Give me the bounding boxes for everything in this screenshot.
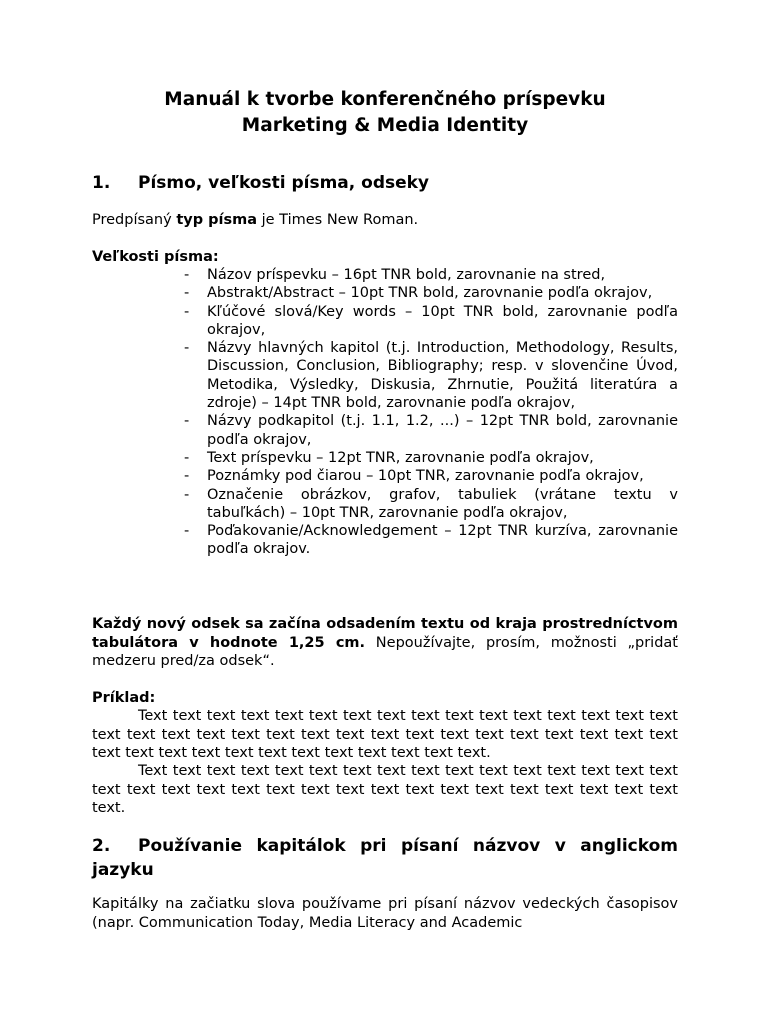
dash-bullet: - [184, 267, 190, 283]
section-2-title: Používanie kapitálok pri písaní názvov v anglickom jazyku [92, 836, 678, 880]
font-sizes-label: Veľkosti písma: [92, 249, 219, 265]
list-item-text: Poznámky pod čiarou – 10pt TNR, zarovnanie podľa okrajov, [207, 468, 644, 485]
list-item [92, 467, 678, 485]
section-2-paragraph: Kapitálky na začiatku slova používame pri písaní názvov vedeckých časopisov (napr. Communication Today, Media Literacy and Academic [92, 896, 678, 931]
dash-bullet: - [184, 285, 190, 302]
list-item [92, 412, 678, 449]
section-2-heading [92, 834, 678, 882]
list-item [92, 522, 678, 559]
list-item [92, 266, 678, 284]
list-item [92, 449, 678, 467]
dash-bullet: - [184, 523, 190, 540]
list-item [92, 486, 678, 523]
list-item-text: Poďakovanie/Acknowledgement – 12pt TNR kurzíva, zarovnanie podľa okrajov. [207, 523, 678, 558]
document-title [0, 87, 770, 139]
title-line-1: Manuál k tvorbe konferenčného príspevku [164, 89, 606, 110]
list-item-text: Abstrakt/Abstract – 10pt TNR bold, zarovnanie podľa okrajov, [207, 285, 653, 302]
font-intro-bold: typ písma [176, 212, 257, 228]
list-item [92, 339, 678, 412]
section-1-title: Písmo, veľkosti písma, odseky [138, 173, 430, 193]
example-paragraph-2: Text text text text text text text text text text text text text text text text text text text text text text text text text text text text text text text text text text. [92, 763, 678, 816]
list-item-text: Označenie obrázkov, grafov, tabuliek (vrátane textu v tabuľkách) – 10pt TNR, zarovnanie podľa okrajov, [207, 486, 678, 521]
font-sizes-list [92, 266, 678, 559]
title-line-2: Marketing & Media Identity [241, 115, 529, 136]
dash-bullet: - [184, 340, 190, 357]
list-item-text: Názov príspevku – 16pt TNR bold, zarovnanie na stred, [207, 267, 606, 283]
paragraph-rule-text: Nepoužívajte, prosím, možnosti „pridať medzeru pred/za odsek“. [92, 634, 678, 669]
font-intro-text-end: je Times New Roman. [257, 212, 419, 228]
dash-bullet: - [184, 486, 190, 503]
font-intro-text: Predpísaný [92, 212, 177, 228]
dash-bullet: - [184, 449, 190, 466]
dash-bullet: - [184, 413, 190, 430]
dash-bullet: - [184, 468, 190, 485]
example-paragraph-1: Text text text text text text text text text text text text text text text text text text text text text text text text text text text text text text text text text text text text text text text text text text text text text. [92, 708, 678, 761]
section-2-number: 2. [92, 836, 111, 856]
list-item [92, 284, 678, 302]
dash-bullet: - [184, 303, 190, 320]
list-item [92, 303, 678, 340]
list-item-text: Text príspevku – 12pt TNR, zarovnanie podľa okrajov, [207, 449, 594, 466]
paragraph-rule-bold: Každý nový odsek sa začína odsadením textu od kraja prostredníctvom tabulátora v hodnote 1,25 cm. [92, 616, 678, 651]
paragraph-rule [92, 615, 678, 671]
example-label: Príklad: [92, 690, 156, 706]
list-item-text: Kľúčové slová/Key words – 10pt TNR bold, zarovnanie podľa okrajov, [207, 303, 678, 338]
section-1-number: 1. [92, 173, 111, 193]
list-item-text: Názvy podkapitol (t.j. 1.1, 1.2, ...) – 12pt TNR bold, zarovnanie podľa okrajov, [207, 413, 678, 448]
section-1-heading [92, 171, 692, 195]
font-intro-paragraph [92, 211, 678, 230]
list-item-text: Názvy hlavných kapitol (t.j. Introduction, Methodology, Results, Discussion, Conclusion, Bibliography; resp. v slovenčine Úvod, Metodika, Výsledky, Diskusia, Zhrnutie, Použitá literatúra a zdroje) – 14pt TNR bold, zarovnanie podľa okrajov, [207, 340, 678, 412]
